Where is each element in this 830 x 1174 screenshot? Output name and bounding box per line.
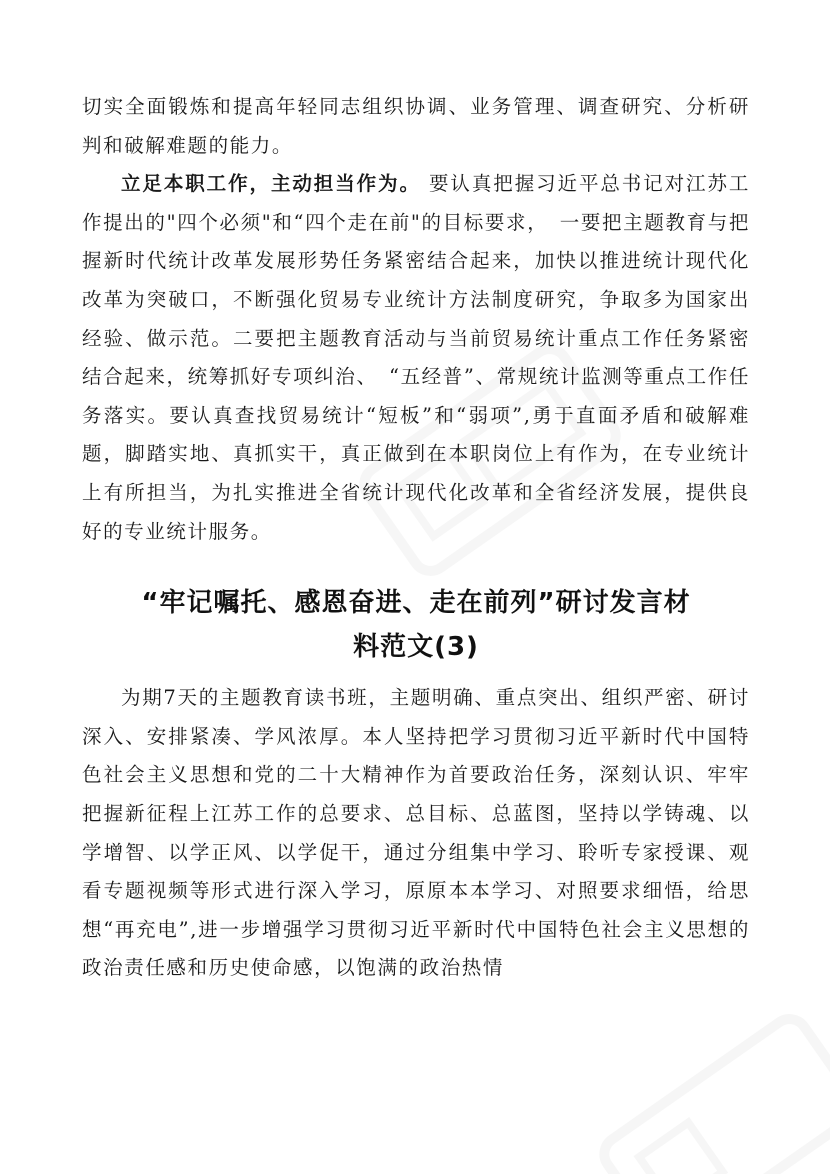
paragraph-continued: 切实全面锻炼和提高年轻同志组织协调、业务管理、调查研究、分析研判和破解难题的能力。 <box>82 95 750 157</box>
document-body <box>82 88 750 988</box>
paragraph-body: 要认真把握习近平总书记对江苏工作提出的"四个必须"和“四个走在前"的目标要求， 一要把主题教育与把握新时代统计改革发展形势任务紧密结合起来，加快以推进统计现代化改革为突破口，不断强化贸易专业统计方法制度研究，争取多为国家出经验、做示范。二要把主题教育活动与当前贸易统计重点工作任务紧密结合起来，统筹抓好专项纠治、 “五经普”、常规统计监测等重点工作任务落实。要认真查找贸易统计“短板”和“弱项”,勇于直面矛盾和破解难题，脚踏实地、真抓实干，真正做到在本职岗位上有作为，在专业统计上有所担当，为扎实推进全省统计现代化改革和全省经济发展，提供良好的专业统计服务。 <box>82 172 750 543</box>
paragraph-lead-heading: 立足本职工作，主动担当作为。 <box>121 172 421 196</box>
section-title-line-1: “牢记嘱托、感恩奋进、走在前列”研讨发言材 <box>141 588 691 619</box>
section-title-line-2: 料范文(3) <box>353 632 479 663</box>
watermark-icon <box>578 990 830 1174</box>
paragraph-duty <box>82 165 750 551</box>
paragraph-reading-class: 为期7天的主题教育读书班，主题明确、重点突出、组织严密、研讨深入、安排紧凑、学风浓厚。本人坚持把学习贯彻习近平新时代中国特色社会主义思想和党的二十大精神作为首要政治任务，深刻认识、牢牢把握新征程上江苏工作的总要求、总目标、总蓝图，坚持以学铸魂、以学增智、以学正风、以学促干，通过分组集中学习、聆听专家授课、观看专题视频等形式进行深入学习，原原本本学习、对照要求细悟，给思想“再充电”,进一步增强学习贯彻习近平新时代中国特色社会主义思想的政治责任感和历史使命感，以饱满的政治热情 <box>82 686 750 980</box>
section-title <box>82 581 750 669</box>
